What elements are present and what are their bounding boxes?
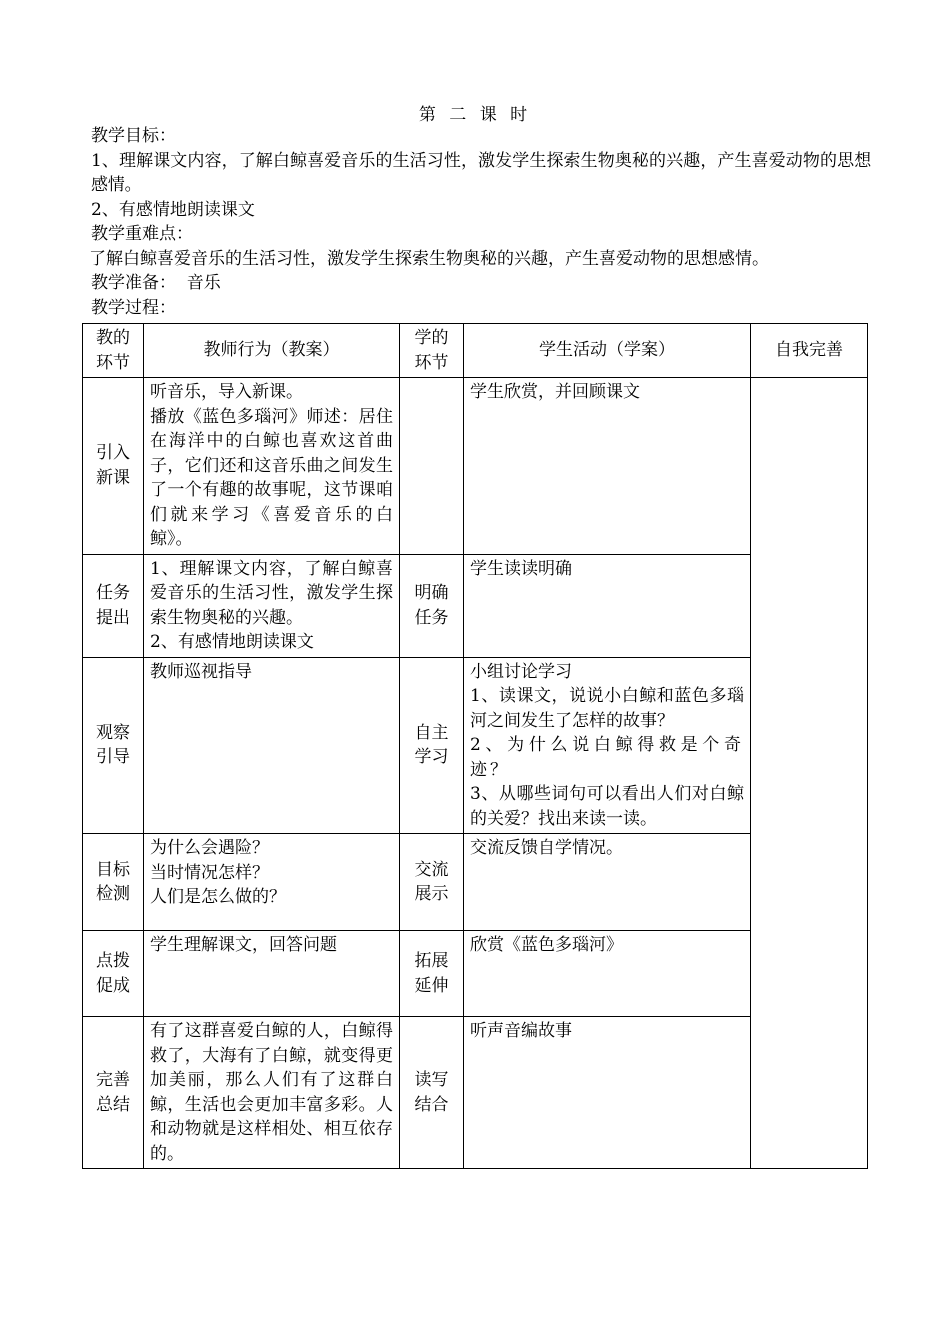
table-header-row xyxy=(83,324,868,378)
header-teacher-behavior: 教师行为（教案） xyxy=(144,324,400,378)
header-student-activity: 学生活动（学案） xyxy=(464,324,751,378)
lesson-plan-table xyxy=(82,323,868,1169)
table-row xyxy=(83,378,868,555)
objective-2: 2、有感情地朗读课文 xyxy=(91,199,255,220)
student-cell: 学生读读明确 xyxy=(464,554,751,657)
objective-1: 1、理解课文内容，了解白鲸喜爱音乐的生活习性，激发学生探索生物奥秘的兴趣，产生喜爱动物的思想感情。 xyxy=(91,150,871,195)
teaching-stage-cell: 点拨 促成 xyxy=(83,931,144,1017)
teaching-stage-cell: 任务 提出 xyxy=(83,554,144,657)
table-row xyxy=(83,657,868,834)
header-teaching-stage: 教的 环节 xyxy=(83,324,144,378)
process-heading: 教学过程： xyxy=(91,297,176,318)
student-cell: 欣赏《蓝色多瑙河》 xyxy=(464,931,751,1017)
learning-stage-cell: 交流 展示 xyxy=(400,834,464,931)
table-row xyxy=(83,834,868,931)
key-points-heading: 教学重难点： xyxy=(91,224,193,244)
teaching-stage-cell: 完善 总结 xyxy=(83,1017,144,1169)
header-learning-stage: 学的 环节 xyxy=(400,324,464,378)
teaching-stage-cell: 观察 引导 xyxy=(83,657,144,834)
teacher-cell: 教师巡视指导 xyxy=(144,657,400,834)
student-cell: 听声音编故事 xyxy=(464,1017,751,1169)
teacher-cell: 1、理解课文内容，了解白鲸喜爱音乐的生活习性，激发学生探索生物奥秘的兴趣。 2、有感情地朗读课文 xyxy=(144,554,400,657)
lesson-header xyxy=(91,124,871,320)
self-improve-cell xyxy=(751,378,868,1169)
page-title: 第 二 课 时 xyxy=(418,105,532,125)
student-cell: 交流反馈自学情况。 xyxy=(464,834,751,931)
teaching-stage-cell: 引入 新课 xyxy=(83,378,144,555)
learning-stage-cell: 拓展 延伸 xyxy=(400,931,464,1017)
preparation: 教学准备： 音乐 xyxy=(91,273,221,293)
header-self-improve: 自我完善 xyxy=(751,324,868,378)
table-row xyxy=(83,931,868,1017)
key-points: 了解白鲸喜爱音乐的生活习性，激发学生探索生物奥秘的兴趣，产生喜爱动物的思想感情。 xyxy=(89,248,769,269)
learning-stage-cell: 明确 任务 xyxy=(400,554,464,657)
teacher-cell: 学生理解课文，回答问题 xyxy=(144,931,400,1017)
teacher-cell: 有了这群喜爱白鲸的人，白鲸得救了，大海有了白鲸，就变得更加美丽，那么人们有了这群白鲸，生活也会更加丰富多彩。人和动物就是这样相处、相互依存的。 xyxy=(144,1017,400,1169)
learning-stage-cell: 自主 学习 xyxy=(400,657,464,834)
objectives-heading: 教学目标： xyxy=(91,126,176,146)
learning-stage-cell xyxy=(400,378,464,555)
student-cell: 学生欣赏，并回顾课文 xyxy=(464,378,751,555)
teacher-cell: 听音乐，导入新课。 播放《蓝色多瑙河》师述：居住在海洋中的白鲸也喜欢这首曲子，它们还和这音乐曲之间发生了一个有趣的故事呢，这节课咱们就来学习《喜爱音乐的白鲸》。 xyxy=(144,378,400,555)
student-cell: 小组讨论学习 1、读课文，说说小白鲸和蓝色多瑙河之间发生了怎样的故事？ 2、为什么说白鲸得救是个奇迹？ 3、从哪些词句可以看出人们对白鲸的关爱？找出来读一读。 xyxy=(464,657,751,834)
teaching-stage-cell: 目标 检测 xyxy=(83,834,144,931)
teacher-cell: 为什么会遇险？ 当时情况怎样？ 人们是怎么做的？ xyxy=(144,834,400,931)
learning-stage-cell: 读写 结合 xyxy=(400,1017,464,1169)
table-row xyxy=(83,554,868,657)
table-row xyxy=(83,1017,868,1169)
